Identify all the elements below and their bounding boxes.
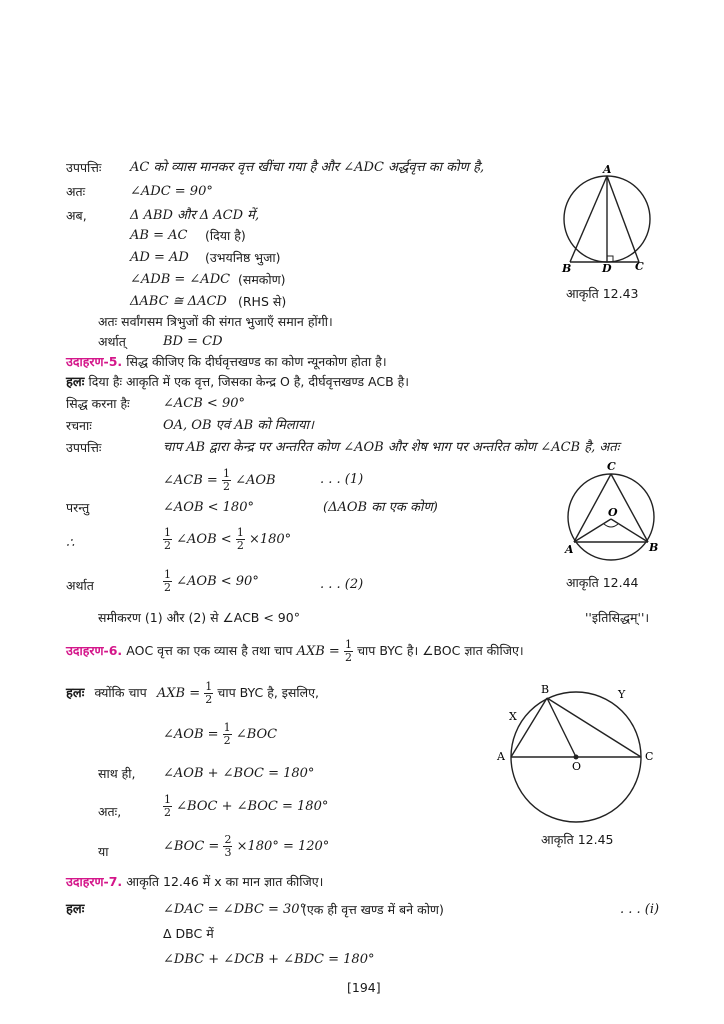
eq-sum: ∠AOB + ∠BOC = 180° — [163, 766, 315, 781]
label-o: O — [572, 760, 582, 773]
label-x: X — [509, 710, 517, 723]
label-c: C — [607, 460, 616, 473]
cpct-line: अतः सर्वांगसम त्रिभुजों की संगत भुजाएँ समान होंगी। — [98, 314, 333, 329]
eq-1: ∠ACB = $\frac{1}{2}$ ∠AOB — [163, 467, 276, 493]
proof-label-5: उपपत्तिः — [66, 440, 102, 455]
in-triangle-dbc: Δ DBC में — [163, 926, 214, 941]
now-label: अब, — [66, 208, 87, 223]
rhs-note: (RHS से) — [238, 294, 287, 309]
angle-adc-eq: ∠ADC = 90° — [130, 184, 213, 199]
same-segment-note: (एक ही वृत्त खण्ड में बने कोण) — [302, 902, 444, 917]
bd-cd: BD = CD — [163, 334, 223, 349]
therefore-label: अर्थात् — [98, 334, 126, 349]
eq-2: $\frac{1}{2}$ ∠AOB < 90° — [164, 568, 259, 594]
example-6-question: उदाहरण-6. AOC वृत्त का एक व्यास है तथा चाप AXB = $\frac{1}{2}$ चाप BYC है। ∠BOC ज्ञात कीजिए। — [66, 638, 524, 664]
label-y: Y — [618, 688, 626, 701]
eq-1-tag: . . . (1) — [320, 472, 364, 487]
adb-adc: ∠ADB = ∠ADC — [130, 272, 231, 287]
so-label: अतः, — [98, 804, 122, 819]
example-7-text: आकृति 12.46 में x का मान ज्ञात कीजिए। — [126, 874, 324, 889]
eq-triangle-sum: ∠DBC + ∠DCB + ∠BDC = 180° — [163, 952, 375, 967]
to-prove-label: सिद्ध करना हैः — [66, 396, 130, 411]
label-a: A — [565, 543, 574, 556]
but-label: परन्तु — [66, 500, 90, 515]
eq-but-note: (ΔAOB का एक कोण) — [323, 500, 438, 515]
example-5-text: सिद्ध कीजिए कि दीर्घवृत्तखण्ड का कोण न्यूनकोण होता है। — [126, 354, 387, 369]
qed: ''इतिसिद्धम्''। — [585, 610, 650, 625]
label-a: A — [497, 750, 505, 763]
solution-label-6: हलः — [66, 686, 85, 701]
conclusion: समीकरण (1) और (2) से ∠ACB < 90° — [98, 610, 300, 625]
also-label: साथ ही, — [98, 766, 136, 781]
label-d: D — [602, 262, 612, 275]
to-prove-math: ∠ACB < 90° — [163, 396, 245, 411]
eq-boc-result: ∠BOC = $\frac{2}{3}$ ×180° = 120° — [163, 833, 330, 859]
figure-12-43 — [560, 163, 660, 276]
eq-aob-boc: ∠AOB = $\frac{1}{2}$ ∠BOC — [163, 721, 278, 747]
solution-label-7: हलः — [66, 902, 85, 917]
common-side-note: (उभयनिष्ठ भुजा) — [205, 250, 281, 265]
figure-12-45 — [497, 683, 654, 830]
given-note: (दिया है) — [205, 228, 246, 243]
or-label: या — [98, 844, 109, 859]
label-c: C — [645, 750, 654, 763]
example-5-title: उदाहरण-5. — [66, 354, 123, 369]
construction-label: रचनाः — [66, 418, 92, 433]
label-b: B — [541, 683, 550, 696]
label-o: O — [608, 506, 618, 519]
label-b: B — [649, 541, 659, 554]
example-5-given: दिया हैः आकृति में एक वृत्त, जिसका केन्द्र O है, दीर्घवृत्तखण्ड ACB है। — [88, 374, 410, 389]
proof-text-5: चाप AB द्वारा केन्द्र पर अन्तरित कोण ∠AOB और शेष भाग पर अन्तरित कोण ∠ACB है, अतः — [163, 440, 620, 455]
right-angle-note: (समकोण) — [238, 272, 286, 287]
label-b: B — [562, 262, 572, 275]
label-c: C — [635, 260, 644, 273]
hence-label: अतः — [66, 184, 86, 199]
example-7-title: उदाहरण-7. — [66, 874, 123, 889]
triangles-line: Δ ABD और Δ ACD में, — [130, 208, 260, 223]
eq-dac-dbc: ∠DAC = ∠DBC = 30° — [163, 902, 307, 917]
eq-2-tag: . . . (2) — [320, 577, 364, 592]
ad-ad: AD = AD — [130, 250, 189, 265]
figure-12-44 — [565, 460, 659, 564]
ab-ac: AB = AC — [130, 228, 188, 243]
example-6-title: उदाहरण-6. — [66, 643, 123, 658]
eq-i-tag: . . . (i) — [620, 902, 660, 917]
eq-therefore: $\frac{1}{2}$ ∠AOB < $\frac{1}{2}$ ×180° — [164, 526, 292, 552]
eq-but: ∠AOB < 180° — [163, 500, 254, 515]
congruence: ΔABC ≅ ΔACD — [130, 294, 227, 309]
caption-12-45: आकृति 12.45 — [541, 832, 614, 847]
therefore-sign: ∴ — [66, 536, 75, 551]
solution-label: हलः — [66, 375, 85, 390]
page-number: [194] — [347, 980, 381, 995]
caption-12-43: आकृति 12.43 — [566, 286, 639, 301]
caption-12-44: आकृति 12.44 — [566, 575, 639, 590]
proof-line-1: AC को व्यास मानकर वृत्त खींचा गया है और ∠ADC अर्द्धवृत्त का कोण है, — [130, 160, 485, 175]
proof-label: उपपत्तिः — [66, 160, 102, 175]
eq-boc-sum: $\frac{1}{2}$ ∠BOC + ∠BOC = 180° — [164, 793, 329, 819]
construction-text: OA, OB एवं AB को मिलाया। — [163, 418, 314, 433]
label-a: A — [603, 163, 612, 176]
example-6-solution: हलः क्योंकि चाप AXB = $\frac{1}{2}$ चाप BYC है, इसलिए, — [66, 680, 319, 706]
means-label: अर्थात — [66, 578, 94, 593]
